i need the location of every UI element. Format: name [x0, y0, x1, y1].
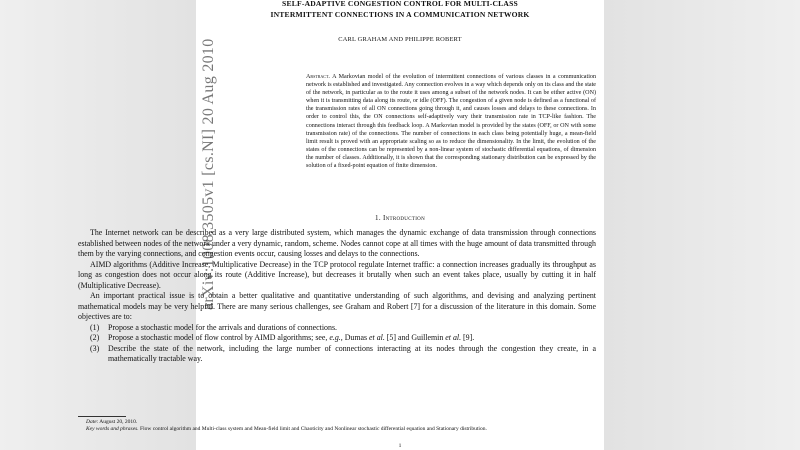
list-item-etal: et al. — [445, 333, 462, 342]
list-item-number: (2) — [90, 333, 100, 342]
list-item — [78, 323, 596, 334]
title-line-2: INTERMITTENT CONNECTIONS IN A COMMUNICATION NETWORK — [270, 10, 530, 19]
list-item-text: Describe the state of the network, including the large number of connections interacting at its nodes through the congestion they create, in a mathematically tractable way. — [108, 343, 596, 363]
list-item-text: Dumas — [342, 333, 370, 342]
objectives-list — [78, 323, 596, 365]
list-item-etal: et al. — [369, 333, 385, 342]
page-number: 1 — [398, 443, 402, 449]
list-item-text: [5] and Guillemin — [384, 333, 446, 342]
intro-paragraph-3: An important practical issue is to obtain a better qualitative and quantitative understanding of such algorithms, and devising and analyzing pertinent mathematical models may be very helpful. There are many serious challenges, see Graham and Robert [7] for a discussion of the literature in this domain. Some objectives are to: — [78, 291, 596, 321]
arxiv-identifier: arXiv:1008.3505v1 [cs.NI] 20 Aug 2010 — [200, 38, 217, 310]
paper-authors: CARL GRAHAM AND PHILIPPE ROBERT — [338, 36, 462, 43]
date-value: : August 20, 2010. — [96, 419, 138, 425]
list-item-eg: e.g., — [329, 333, 343, 342]
keywords-label: Key words and phrases. — [86, 426, 139, 433]
abstract-text: A Markovian model of the evolution of intermittent connections of various classes in a communication network is established and investigated. Any connection evolves in a way which depends only on its class and the state of the network, in particular as to the route it uses among a subset of the network nodes. It can be either active (ON) when it is transmitting data along its route, or idle (OFF). The congestion of a given node is defined as a functional of the transmission rates of all ON connections going through it, and causes losses and delays to these connections. In order to control this, the ON connections self-adaptively vary their transmission rate in TCP-like fashion. The connections interact through this feedback loop. A Markovian model is provided by the states (OFF, or ON with some transmission rate) of the connections. The number of connections in each class being potentially huge, a mean-field limit result is proved with an appropriate scaling so as to reduce the dimensionality. In the limit, the evolution of the states of the connections can be represented by a non-linear system of stochastic differential equations, of dimension the number of classes. Additionally, it is shown that the corresponding stationary distribution can be expressed by the solution of a fixed-point equation of finite dimension. — [306, 74, 596, 170]
list-item-text: Propose a stochastic model for the arrivals and durations of connections. — [108, 322, 337, 332]
introduction-body — [78, 228, 596, 365]
list-item-text: [9]. — [461, 333, 475, 342]
viewer-background-left — [0, 0, 196, 450]
viewer-background-right — [604, 0, 800, 450]
abstract-label: Abstract. — [306, 74, 330, 80]
paper-title — [196, 0, 604, 20]
section-number: 1. — [375, 214, 381, 222]
title-line-1: SELF-ADAPTIVE CONGESTION CONTROL FOR MULTI-CLASS — [282, 0, 518, 8]
list-item-text: Propose a stochastic model of flow control by AIMD algorithms; see, — [108, 333, 330, 342]
list-item — [78, 333, 596, 344]
section-title: Introduction — [382, 214, 425, 222]
section-heading — [196, 214, 604, 222]
footnote-rule — [78, 416, 126, 417]
intro-paragraph-2: AIMD algorithms (Additive Increase, Multiplicative Decrease) in the TCP protocol regulate Internet traffic: a connection increases gradually its throughput as long as congestion does not occur along its route (Additive Increase), but decreases it brutally when such an event takes place, usually by cutting it in half (Multiplicative Decrease). — [78, 259, 596, 290]
date-label: Date — [86, 419, 97, 425]
keywords-footnote — [78, 426, 596, 433]
abstract — [306, 73, 596, 170]
paper-page — [196, 0, 604, 450]
footnotes — [78, 419, 596, 434]
intro-paragraph-1: The Internet network can be described as a very large distributed system, which manages the dynamic exchange of data transmission through connections established between nodes of the network under a very dynamic, random, scheme. Nodes cannot cope at all times with the huge amount of data transmitted through them by the varying connections, and congestion events occur, causing losses and delays to the connections. — [78, 228, 596, 258]
list-item — [78, 344, 596, 365]
list-item-number: (3) — [90, 343, 100, 353]
list-item-number: (1) — [90, 322, 100, 332]
keywords-text: Flow control algorithm and Multi-class system and Mean-field limit and Chaoticity and Nonlinear stochastic differential equation and Stationary distribution. — [138, 426, 487, 433]
